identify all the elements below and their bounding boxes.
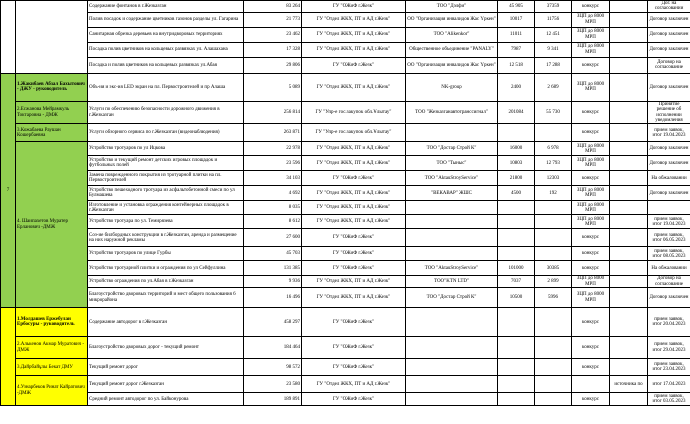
customer: ГУ "Упр-е гос.закупок обл.Ұлытау" (302, 124, 406, 142)
contract-sum: 101000 (498, 261, 535, 276)
note (610, 1, 648, 13)
note (610, 247, 648, 261)
savings: 12303 (535, 171, 572, 186)
supplier (406, 308, 498, 337)
contract-sum: 7987 (498, 42, 535, 57)
note (610, 142, 648, 156)
supplier: ТОО "AktauStroyService" (406, 171, 498, 186)
service-name: Посадка и полив цветников на кольцевых развязках ул.Абая (88, 57, 244, 73)
service-name: Объ-ия и экс-ия LED экран на пл. Первостроителей и пр Алаша (88, 73, 244, 101)
supplier (406, 376, 498, 393)
col-a-cell (1, 1, 16, 74)
savings: 2 899 (535, 276, 572, 288)
status: Договор на согласование (648, 57, 690, 73)
procurement-method: ЗЦП до 8000 МРП (572, 276, 610, 288)
supplier (406, 201, 498, 215)
table-row (1, 276, 690, 288)
supplier (406, 337, 498, 359)
table-row (1, 359, 690, 376)
supplier: ТОО "Alikenkor" (406, 27, 498, 42)
status: Договор заключен (648, 156, 690, 171)
table-row (1, 261, 690, 276)
customer: ГУ "Отдел ЖКХ, ПТ и АД г.Жезк" (302, 288, 406, 308)
responsible-person: 1.Жакибаев Абзал Бахытович - ДЖУ - руководитель (16, 73, 88, 101)
savings: 2 689 (535, 73, 572, 101)
note (610, 101, 648, 124)
amount: 458 297 (244, 308, 302, 337)
savings (535, 229, 572, 247)
table-row (1, 42, 690, 57)
savings (535, 359, 572, 376)
customer: ГУ "Отдел ЖКХ, ПТ и АД г.Жезк" (302, 186, 406, 201)
service-name: Устройство тротуара по ул. Темирязева (88, 215, 244, 229)
note (610, 42, 648, 57)
savings (535, 247, 572, 261)
supplier (406, 229, 498, 247)
section-number: 7 (1, 73, 16, 307)
service-name: Содержание фонтанов в г.Жезказган (88, 1, 244, 13)
amount: 256 814 (244, 101, 302, 124)
customer: ГУ "ОЖиФ г.Жезк" (302, 247, 406, 261)
customer: ГУ "Отдел ЖКХ, ПТ и АД г.Жезк" (302, 276, 406, 288)
status: Договор заключен (648, 73, 690, 101)
contract-sum: 45 905 (498, 1, 535, 13)
procurement-method: ЗЦП до 8000 МРП (572, 73, 610, 101)
note (610, 12, 648, 27)
table-row (1, 101, 690, 124)
note (610, 229, 648, 247)
procurement-method: конкурс (572, 101, 610, 124)
procurement-method (572, 376, 610, 393)
status: Договор заключен (648, 186, 690, 201)
status: Договор заключен (648, 142, 690, 156)
savings: 55 730 (535, 101, 572, 124)
note (610, 337, 648, 359)
table-row (1, 186, 690, 201)
contract-sum: 2400 (498, 73, 535, 101)
amount: 23 580 (244, 376, 302, 393)
supplier: ТОО "Тыныс" (406, 156, 498, 171)
table-row (1, 57, 690, 73)
customer: ГУ "Отдел ЖКХ, ПТ и АД г.Жезк" (302, 215, 406, 229)
savings (535, 124, 572, 142)
procurement-method: конкурс (572, 171, 610, 186)
customer: ГУ "Отдел ЖКХ, ПТ и АД г.Жезк" (302, 376, 406, 393)
contract-sum (498, 201, 535, 215)
amount: 29 806 (244, 57, 302, 73)
procurement-method: ЗЦП до 8000 МРП (572, 27, 610, 42)
contract-sum (498, 247, 535, 261)
contract-sum (498, 308, 535, 337)
amount: 4 692 (244, 186, 302, 201)
contract-sum: 10500 (498, 288, 535, 308)
amount: 98 572 (244, 359, 302, 376)
customer: ГУ "ОЖиФ г.Жезк" (302, 337, 406, 359)
table-row (1, 171, 690, 186)
table-row (1, 393, 690, 406)
contract-sum: 10803 (498, 156, 535, 171)
savings (535, 215, 572, 229)
status: прием заявок, итог 19.04.2023 (648, 215, 690, 229)
procurement-method: ЗЦП до 8000 МРП (572, 42, 610, 57)
table-row (1, 308, 690, 337)
procurement-method: конкурс (572, 337, 610, 359)
customer: ГУ "Отдел ЖКХ, ПТ и АД г.Жезк" (302, 73, 406, 101)
customer: ГУ "ОЖиФ г.Жезк" (302, 261, 406, 276)
amount: 45 703 (244, 247, 302, 261)
amount: 22 978 (244, 142, 302, 156)
service-name: Посадка полив цветников на кольцевых развязках ул. Алашахана (88, 42, 244, 57)
note (610, 171, 648, 186)
supplier: ТОО "Жезказганавтотранссигнал" (406, 101, 498, 124)
supplier: ТОО"KTN LTD" (406, 276, 498, 288)
customer: ГУ "ОЖиФ г.Жезк" (302, 393, 406, 406)
service-name: Соз-ие билбордных конструкции в г.Жезказган, аренда и размещение на них наружной рекламы (88, 229, 244, 247)
supplier: Общественное объединение "PANALY" (406, 42, 498, 57)
responsible-person: 4.Узнарбеков Ринат Кайратович -ДМЖ (16, 376, 88, 406)
customer: ГУ "Отдел ЖКХ, ПТ и АД г.Жезк" (302, 12, 406, 27)
savings (535, 376, 572, 393)
supplier: ОО "Организация инвалидов Жас Үркен" (406, 57, 498, 73)
customer: ГУ "Отдел ЖКХ, ПТ и АД г.Жезк" (302, 156, 406, 171)
supplier: ТОО "AktauStroyService" (406, 261, 498, 276)
supplier (406, 215, 498, 229)
amount: 5 089 (244, 73, 302, 101)
responsible-person: 1.Молдашев Ержебулан Ербосуры - руководитель (16, 308, 88, 337)
table-row (1, 229, 690, 247)
note (610, 201, 648, 215)
supplier: "ВЕКАВАР" ЖШС (406, 186, 498, 201)
amount: 21 773 (244, 12, 302, 27)
supplier: ОО "Организация инвалидов Жас Үркен" (406, 12, 498, 27)
supplier: ТОО "Дэлфи" (406, 1, 498, 13)
status: На обжаловании (648, 171, 690, 186)
note (610, 393, 648, 406)
status: Договор заключен (648, 12, 690, 27)
amount: 189 891 (244, 393, 302, 406)
supplier (406, 247, 498, 261)
status: прием заявок, итог 19.04.2023 (648, 124, 690, 142)
table-row (1, 27, 690, 42)
contract-sum (498, 229, 535, 247)
savings: 12 793 (535, 156, 572, 171)
table-row (1, 1, 690, 13)
contract-sum: 4500 (498, 186, 535, 201)
note (610, 261, 648, 276)
procurement-method: конкурс (572, 57, 610, 73)
amount: 8 035 (244, 201, 302, 215)
supplier: ТОО "Достар Строй К" (406, 288, 498, 308)
supplier: NK-group (406, 73, 498, 101)
amount: 9 936 (244, 276, 302, 288)
responsible-person: 3.Кожабаева Раушан Кошербаевна (16, 124, 88, 142)
contract-sum (498, 337, 535, 359)
procurement-method: конкурс (572, 247, 610, 261)
note (610, 124, 648, 142)
status: Договор заключен (648, 42, 690, 57)
customer: ГУ "Отдел ЖКХ, ПТ и АД г.Жезк" (302, 42, 406, 57)
table-row (1, 73, 690, 101)
procurement-method: ЗЦП до 8000 МРП (572, 288, 610, 308)
contract-sum: 16000 (498, 142, 535, 156)
contract-sum: 12 518 (498, 57, 535, 73)
amount: 23 462 (244, 27, 302, 42)
procurement-method: ЗЦП до 8000 МРП (572, 186, 610, 201)
table-row (1, 376, 690, 393)
service-name: Изготовление и установка ограждения контейнерных площадок в г.Жезказган (88, 201, 244, 215)
service-name: Устройство тротуарной плитки и ограждения по ул Сейфуллина (88, 261, 244, 276)
responsible-person: 3.Дайрбайұлы Бекат ДМУ (16, 359, 88, 376)
supplier (406, 124, 498, 142)
table-row (1, 215, 690, 229)
service-name: Средний ремонт автодорог по ул. Байконурова (88, 393, 244, 406)
contract-sum (498, 215, 535, 229)
note (610, 27, 648, 42)
service-name: Полив посадок и содержание цветников газонов разделы ул. Гагарина (88, 12, 244, 27)
customer: ГУ "Отдел ЖКХ, ПТ и АД г.Жезк" (302, 142, 406, 156)
responsible-person: 2.Есжанова Мейрамкуль Токтаровна - ДМЖ (16, 101, 88, 124)
note (610, 57, 648, 73)
contract-sum (498, 124, 535, 142)
note (610, 359, 648, 376)
procurement-method: ЗЦП до 8000 МРП (572, 156, 610, 171)
status: На обжаловании (648, 261, 690, 276)
procurement-method: конкурс (572, 308, 610, 337)
status: Договор на согласование (648, 276, 690, 288)
note (610, 288, 648, 308)
savings (535, 393, 572, 406)
service-name: Текущий ремонт дорог (88, 359, 244, 376)
amount: 8 612 (244, 215, 302, 229)
amount: 27 600 (244, 229, 302, 247)
table-row (1, 337, 690, 359)
note: источника по (610, 376, 648, 393)
savings: 30385 (535, 261, 572, 276)
note (610, 308, 648, 337)
procurement-method: ЗЦП до 8000 МРП (572, 215, 610, 229)
status: прием заявок, итог 23.04.2023 (648, 359, 690, 376)
amount: 34 103 (244, 171, 302, 186)
note (610, 215, 648, 229)
service-name: Устройство и текущий ремонт детских игровых площадок и футбольных полей (88, 156, 244, 171)
status: прием заявок, итог 06.05.2023 (648, 229, 690, 247)
status: Дог. на согласовании (648, 1, 690, 13)
amount: 83 264 (244, 1, 302, 13)
col-a-cell (1, 308, 16, 406)
status (648, 201, 690, 215)
service-name: Устройство пешеходного тротуара из асфальтобетонной смеси по ул Булмашева (88, 186, 244, 201)
savings (535, 337, 572, 359)
supplier: ТОО "Достар Строй К" (406, 142, 498, 156)
amount: 23 596 (244, 156, 302, 171)
customer: ГУ "ОЖиФ г.Жезк" (302, 57, 406, 73)
responsible-person: 2.Алькенов Акмар Муратович - ДМЖ (16, 337, 88, 359)
amount: 17 328 (244, 42, 302, 57)
service-name: Услуги по обеспечению безопасности дорожного движения в г.Жезказган (88, 101, 244, 124)
table-row (1, 156, 690, 171)
contract-sum: 21800 (498, 171, 535, 186)
procurement-method: конкурс (572, 393, 610, 406)
supplier (406, 393, 498, 406)
table-row (1, 288, 690, 308)
supplier (406, 359, 498, 376)
savings (535, 308, 572, 337)
service-name: Устройство ограждения по ул.Абая в г.Жезказган (88, 276, 244, 288)
contract-sum: 11011 (498, 27, 535, 42)
contract-sum (498, 376, 535, 393)
procurement-method: конкурс (572, 229, 610, 247)
note (610, 73, 648, 101)
amount: 184 464 (244, 337, 302, 359)
customer: ГУ "ОЖиФ г.Жезк" (302, 229, 406, 247)
contract-sum: 7037 (498, 276, 535, 288)
customer: ГУ "ОЖиФ г.Жезк" (302, 308, 406, 337)
service-name: Замена поврежденного покрытия из тротуарной плитки на пл. Первостроителей (88, 171, 244, 186)
procurement-method: конкурс (572, 1, 610, 13)
savings: 6 978 (535, 142, 572, 156)
table-row (1, 247, 690, 261)
service-name: Устройство тротуаров по ул Ицкова (88, 142, 244, 156)
note (610, 276, 648, 288)
customer: ГУ "Отдел ЖКХ, ПТ и АД г.Жезк" (302, 201, 406, 215)
procurement-method: ЗЦП до 8000 МРП (572, 12, 610, 27)
procurement-method: ЗЦП до 8000 МРП (572, 142, 610, 156)
customer: ГУ "ОЖиФ г.Жезк" (302, 359, 406, 376)
savings: 9 341 (535, 42, 572, 57)
contract-sum: 10017 (498, 12, 535, 27)
status: Договор заключен (648, 27, 690, 42)
customer: ГУ "ОЖиФ г.Жезк" (302, 1, 406, 13)
amount: 263 871 (244, 124, 302, 142)
responsible-person: 4. Шаипахетов Муратер Ерланович -ДМЖ (16, 142, 88, 308)
contract-sum: 201084 (498, 101, 535, 124)
table-row (1, 142, 690, 156)
responsible-person (16, 1, 88, 74)
amount: 16 496 (244, 288, 302, 308)
service-name: Текущий ремонт дорог г.Жезказган (88, 376, 244, 393)
note (610, 156, 648, 171)
status: прием заявок, итог 03.05.2023 (648, 393, 690, 406)
status: прием заявок, итог 29.04.2023 (648, 337, 690, 359)
service-name: Благоустройство дворовых дорог - текущий ремонт (88, 337, 244, 359)
contract-sum (498, 393, 535, 406)
procurement-method: ЗЦП до 8000 МРП (572, 201, 610, 215)
table-row (1, 124, 690, 142)
savings: 11756 (535, 12, 572, 27)
savings (535, 201, 572, 215)
table-row (1, 201, 690, 215)
customer: ГУ "Упр-е гос.закупок обл.Ұлытау" (302, 101, 406, 124)
procurement-method: конкурс (572, 124, 610, 142)
savings: 192 (535, 186, 572, 201)
amount: 131 385 (244, 261, 302, 276)
status: итог 17.04.2023 (648, 376, 690, 393)
procurement-method: конкурс (572, 261, 610, 276)
table-row (1, 12, 690, 27)
service-name: Услуги обзорного сервиса по г.Жезказган (видеонаблюдения) (88, 124, 244, 142)
customer: ГУ "Отдел ЖКХ, ПТ и АД г.Жезк" (302, 27, 406, 42)
status: прием заявок, итог 08.05.2023 (648, 247, 690, 261)
contract-sum (498, 359, 535, 376)
service-name: Благоустройство дворовых территорий и мест общего пользования 6 микрорайона (88, 288, 244, 308)
service-name: Устройство тротуаров по улице Гурбы (88, 247, 244, 261)
service-name: Содержание автодорог в г.Жезказган (88, 308, 244, 337)
procurement-method: конкурс (572, 359, 610, 376)
note (610, 186, 648, 201)
customer: ГУ "ОЖиФ г.Жезк" (302, 171, 406, 186)
savings: 5996 (535, 288, 572, 308)
status: Принятие решение об исполнении уведомления (648, 101, 690, 124)
status: прием заявок, итог 20.04.2023 (648, 308, 690, 337)
savings: 12 451 (535, 27, 572, 42)
savings: 37359 (535, 1, 572, 13)
service-name: Санитарная обрезка деревьев на внутридворовых территориях (88, 27, 244, 42)
savings: 17 288 (535, 57, 572, 73)
status: Договор заключен (648, 288, 690, 308)
